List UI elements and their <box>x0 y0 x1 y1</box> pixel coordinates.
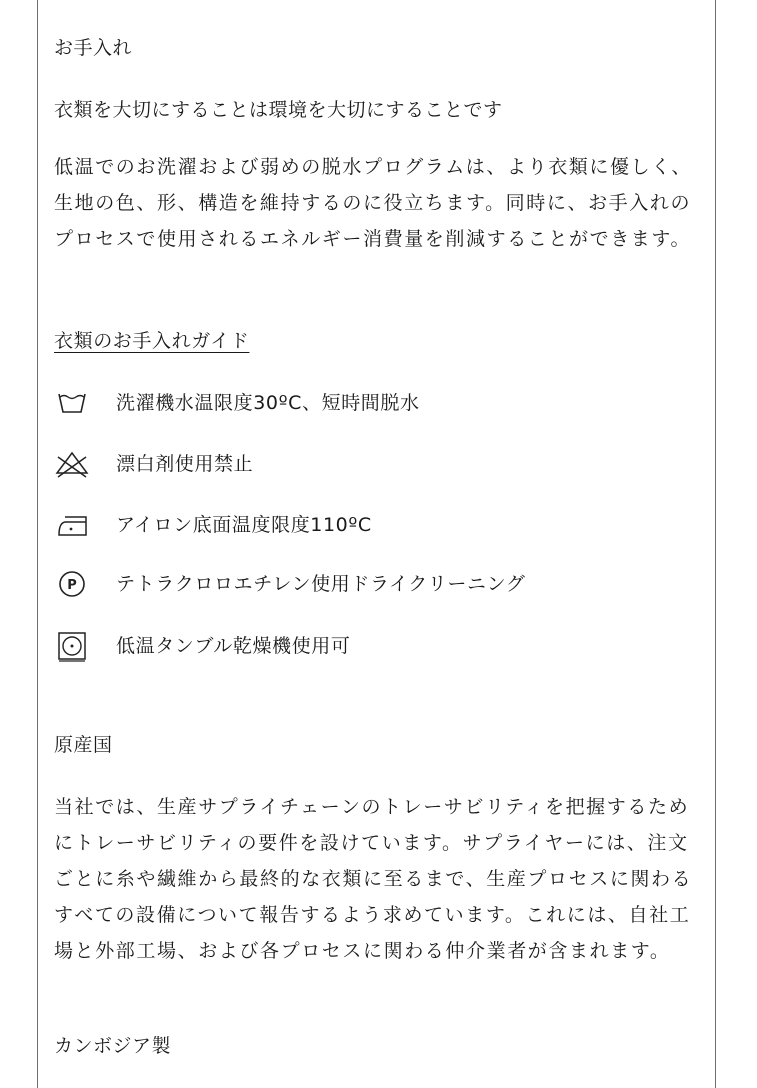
washtub-icon <box>54 388 90 418</box>
care-item-label: アイロン底面温度限度110ºC <box>116 514 372 536</box>
care-item-label: テトラクロロエチレン使用ドライクリーニング <box>116 573 526 595</box>
dry-clean-p-icon <box>54 569 90 599</box>
care-item-label: 洗濯機水温限度30ºC、短時間脱水 <box>116 392 420 414</box>
no-bleach-icon <box>54 449 90 479</box>
care-item-label: 低温タンブル乾燥機使用可 <box>116 635 351 657</box>
care-item-dryclean <box>54 569 694 599</box>
origin-country: カンボジア製 <box>54 1035 172 1057</box>
tumble-dry-low-icon <box>54 631 90 661</box>
care-item-bleach <box>54 449 694 479</box>
iron-icon <box>54 510 90 540</box>
care-description: 低温でのお洗濯および弱めの脱水プログラムは、より衣類に優しく、生地の色、形、構造を維持するのに役立ちます。同時に、お手入れのプロセスで使用されるエネルギー消費量を削減することができます。 <box>54 156 693 250</box>
care-heading: お手入れ <box>54 37 133 59</box>
care-guide-link[interactable]: 衣類のお手入れガイド <box>54 330 250 352</box>
care-item-wash <box>54 388 694 418</box>
origin-description: 当社では、生産サプライチェーンのトレーサビリティを把握するためにトレーサビリティの要件を設けています。サプライヤーには、注文ごとに糸や繊維から最終的な衣類に至るまで、生産プロセスに関わるすべての設備について報告するよう求めています。これには、自社工場と外部工場、および各プロセスに関わる仲介業者が含まれます。 <box>54 796 693 962</box>
care-item-label: 漂白剤使用禁止 <box>116 453 254 475</box>
care-subheading: 衣類を大切にすることは環境を大切にすることです <box>54 99 503 121</box>
care-item-tumble <box>54 631 694 661</box>
origin-heading: 原産国 <box>54 734 113 756</box>
care-item-iron <box>54 510 694 540</box>
svg-text:P: P <box>67 578 77 593</box>
